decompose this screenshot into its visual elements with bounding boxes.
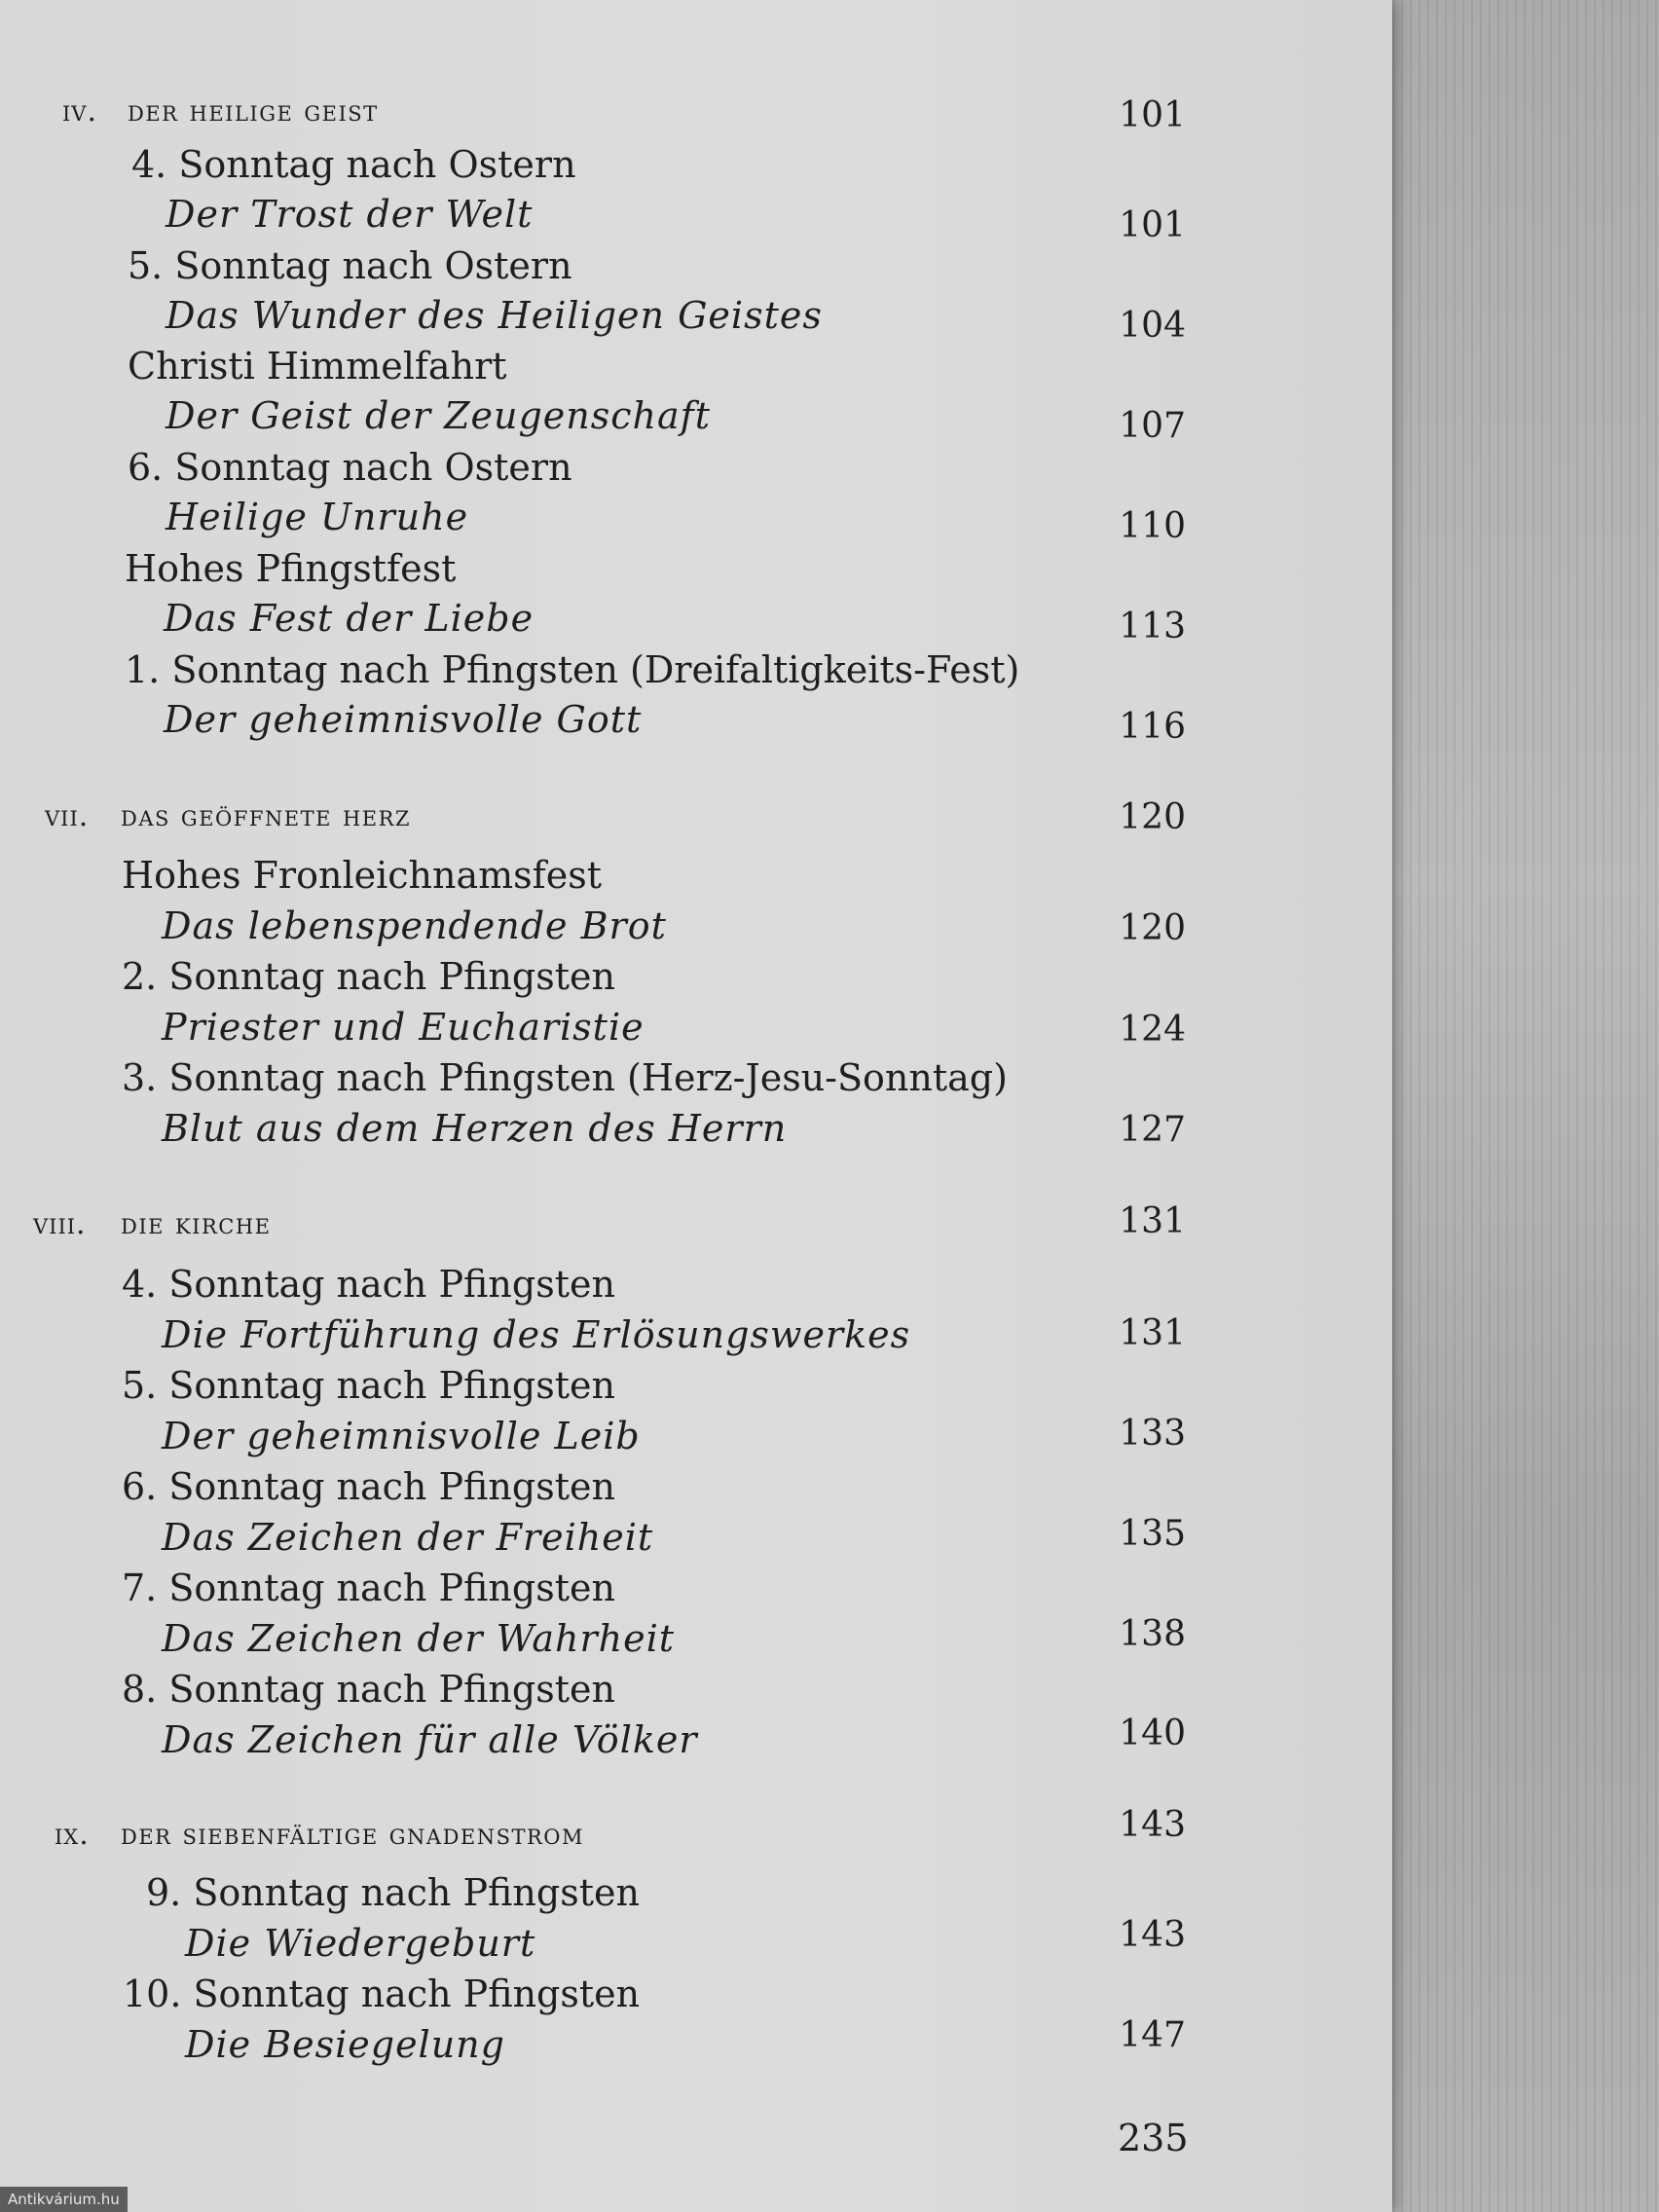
section-page: 101	[1119, 95, 1186, 135]
entry-subtitle: Das Fest der Liebe	[164, 597, 535, 640]
section-title: der siebenfältige gnadenstrom	[121, 1818, 585, 1852]
entry-title: 7. Sonntag nach Pfingsten	[122, 1567, 615, 1609]
section-title: die kirche	[121, 1207, 272, 1241]
entry-page: 113	[1119, 607, 1186, 646]
entry-page: 107	[1119, 406, 1186, 446]
entry-subtitle: Heilige Unruhe	[166, 496, 469, 538]
section-page: 131	[1119, 1201, 1186, 1241]
entry-title: Christi Himmelfahrt	[128, 345, 507, 387]
section-numeral: viii.	[33, 1207, 87, 1241]
section-numeral: iv.	[62, 94, 97, 129]
entry-page: 127	[1119, 1110, 1186, 1150]
entry-title: 2. Sonntag nach Pfingsten	[122, 955, 615, 998]
entry-title: 6. Sonntag nach Ostern	[128, 446, 572, 489]
watermark-label: Antikvárium.hu	[0, 2187, 128, 2212]
entry-subtitle: Der Geist der Zeugenschaft	[166, 394, 712, 437]
entry-page: 116	[1119, 707, 1186, 747]
entry-page: 133	[1119, 1414, 1186, 1454]
entry-title: Hohes Pfingstfest	[125, 547, 457, 590]
entry-title: 4. Sonntag nach Ostern	[131, 143, 576, 186]
entry-title: 5. Sonntag nach Ostern	[128, 244, 572, 287]
section-page: 120	[1119, 797, 1186, 837]
entry-page: 147	[1119, 2015, 1186, 2055]
entry-page: 101	[1119, 205, 1186, 245]
entry-title: 6. Sonntag nach Pfingsten	[122, 1465, 615, 1508]
entry-page: 124	[1119, 1010, 1186, 1050]
entry-page: 104	[1119, 306, 1186, 346]
entry-subtitle: Priester und Eucharistie	[162, 1006, 645, 1049]
entry-title: 5. Sonntag nach Pfingsten	[122, 1364, 615, 1407]
section-title: das geöffnete herz	[121, 799, 412, 833]
entry-page: 120	[1119, 908, 1186, 948]
entry-subtitle: Die Wiedergeburt	[185, 1922, 536, 1965]
entry-page: 143	[1119, 1915, 1186, 1955]
section-numeral: vii.	[45, 799, 90, 833]
entry-title: 10. Sonntag nach Pfingsten	[123, 1972, 641, 2015]
entry-page: 131	[1119, 1313, 1186, 1353]
entry-subtitle: Der Trost der Welt	[166, 193, 534, 236]
entry-title: 9. Sonntag nach Pfingsten	[146, 1871, 640, 1914]
entry-subtitle: Das Wunder des Heiligen Geistes	[166, 294, 823, 337]
entry-page: 135	[1119, 1514, 1186, 1554]
entry-subtitle: Die Besiegelung	[185, 2023, 505, 2066]
entry-title: 3. Sonntag nach Pfingsten (Herz-Jesu-Sonntag)	[122, 1056, 1008, 1099]
section-page: 143	[1119, 1805, 1186, 1845]
section-title: der heilige geist	[128, 94, 379, 129]
entry-subtitle: Das lebenspendende Brot	[162, 904, 667, 947]
page-number: 235	[1118, 2117, 1189, 2159]
entry-page: 138	[1119, 1614, 1186, 1654]
entry-page: 140	[1119, 1714, 1186, 1753]
entry-subtitle: Das Zeichen für alle Völker	[162, 1718, 698, 1761]
entry-title: 4. Sonntag nach Pfingsten	[122, 1263, 615, 1306]
entry-title: 1. Sonntag nach Pfingsten (Dreifaltigkeits-Fest)	[125, 648, 1020, 691]
entry-title: Hohes Fronleichnamsfest	[122, 854, 602, 897]
entry-subtitle: Der geheimnisvolle Leib	[162, 1415, 641, 1457]
entry-page: 110	[1119, 506, 1186, 546]
section-numeral: ix.	[55, 1818, 90, 1852]
entry-subtitle: Die Fortführung des Erlösungswerkes	[162, 1313, 911, 1356]
entry-subtitle: Blut aus dem Herzen des Herrn	[162, 1107, 788, 1150]
background-surface	[1392, 0, 1659, 2212]
entry-title: 8. Sonntag nach Pfingsten	[122, 1668, 615, 1711]
entry-subtitle: Das Zeichen der Freiheit	[162, 1516, 654, 1559]
entry-subtitle: Das Zeichen der Wahrheit	[162, 1617, 676, 1660]
entry-subtitle: Der geheimnisvolle Gott	[164, 698, 643, 741]
